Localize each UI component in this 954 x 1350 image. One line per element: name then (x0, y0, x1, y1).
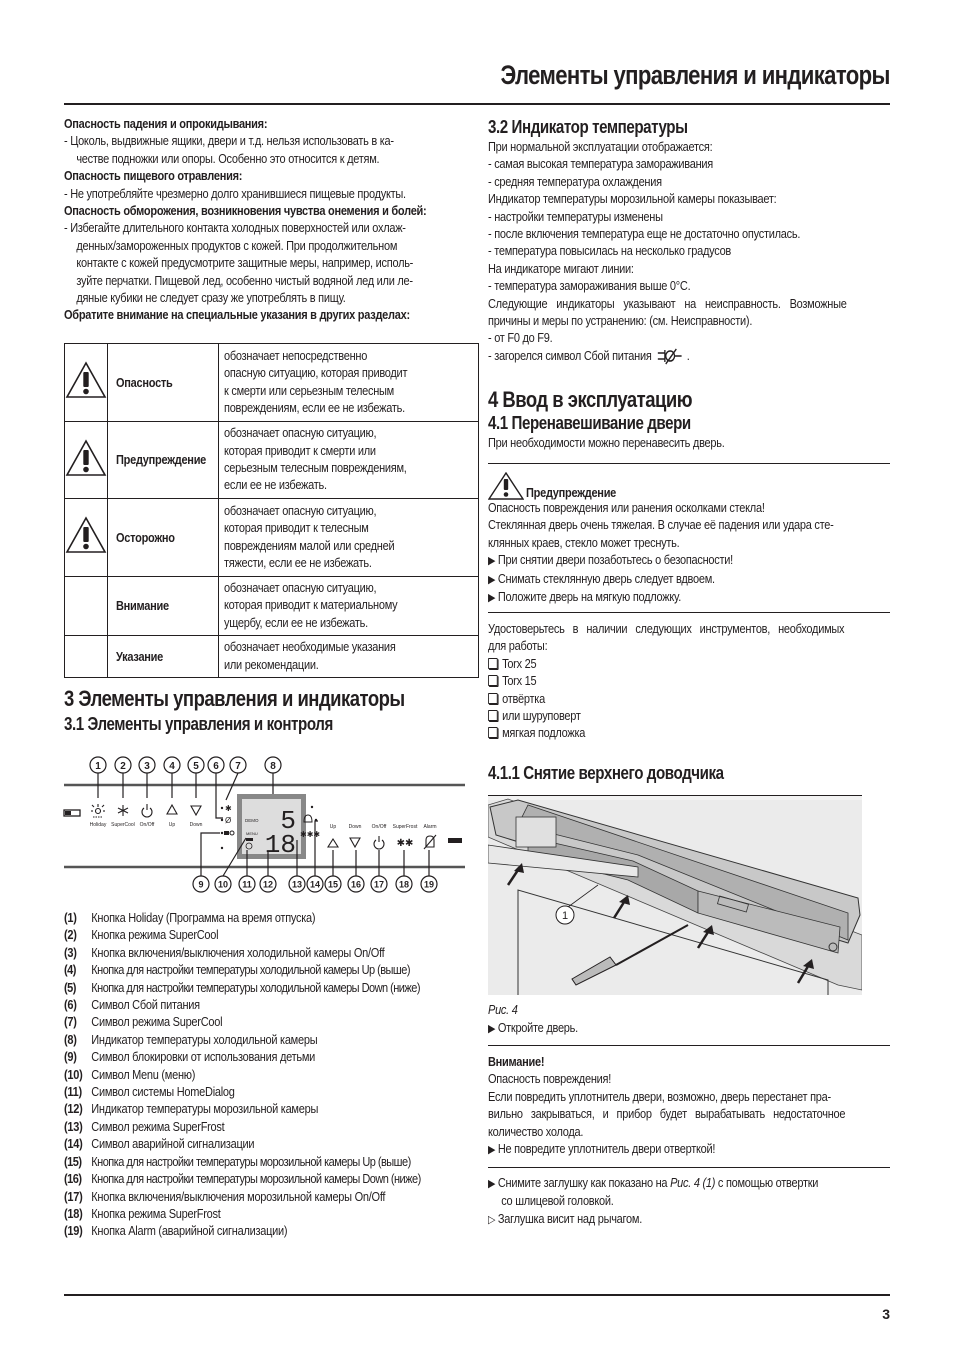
paragraph: При нормальной эксплуатации отображается: (488, 140, 713, 154)
warning-notice (488, 472, 881, 607)
attention-notice (488, 1054, 894, 1159)
warning-triangle-icon (65, 439, 107, 477)
result-arrow-icon: ▷ (488, 1213, 496, 1226)
supercool-icon (118, 805, 128, 816)
svg-text:✱: ✱ (225, 804, 232, 813)
section-3-title: 3 Элементы управления и индикаторы (64, 686, 405, 711)
svg-text:SuperCool: SuperCool (111, 822, 135, 828)
instructions (488, 1175, 863, 1229)
safety-text: денных/замороженных продуктов с кожей. При продолжительном (76, 238, 398, 253)
hazard-label: Предупреждение (116, 453, 207, 467)
power-failure-icon (657, 348, 683, 366)
list-item: - температура повысилась на несколько градусов (488, 244, 732, 259)
safety-heading: Опасность обморожения, возникновения чувства онемения и болей: (64, 204, 427, 219)
section-4-title: 4 Ввод в эксплуатацию (488, 387, 692, 412)
svg-text:Up: Up (329, 824, 337, 830)
checklist-item: или шуруповерт (488, 708, 844, 725)
hazard-desc: ущербу, если ее не избежать. (224, 615, 369, 630)
warning-triangle-icon (65, 361, 107, 399)
legend-item: (8) Индикатор температуры холодильной камеры (64, 1032, 318, 1047)
paragraph: количество холода. (488, 1124, 584, 1139)
safety-notes (64, 116, 476, 325)
control-legend (64, 910, 469, 1241)
safety-heading: Опасность падения и опрокидывания: (64, 117, 268, 131)
divider (488, 612, 890, 613)
freezer-up-icon (328, 839, 338, 847)
checkbox-icon[interactable] (488, 675, 498, 686)
hazard-desc: которая приводит к материальному (224, 598, 398, 613)
svg-text:2: 2 (120, 761, 126, 772)
up-arrow-icon (167, 805, 177, 814)
legend-item: (6) Символ Сбой питания (64, 998, 200, 1013)
control-panel-diagram (60, 752, 470, 897)
door-closer-illustration (488, 795, 862, 995)
legend-item: (15) Кнопка для настройки температуры морозильной камеры Up (выше) (64, 1154, 411, 1169)
bullet-arrow-icon: ▶ (488, 1023, 496, 1035)
step-item: ▶ Снимите заглушку как показано на Рис. 4 (1) с помощью отвертки (488, 1176, 819, 1190)
checklist-item: мягкая подложка (488, 725, 844, 742)
svg-text:SuperFrost: SuperFrost (392, 824, 418, 830)
legend-item: (4) Кнопка для настройки температуры холодильной камеры Up (выше) (64, 963, 410, 978)
paragraph: клянных краев, стекло может треснуть. (488, 535, 680, 550)
paragraph: Опасность повреждения или ранения осколками стекла! (488, 501, 765, 515)
checklist-item: Torx 15 (488, 673, 844, 690)
result-item: ▷ Заглушка висит над рычагом. (488, 1211, 642, 1226)
svg-text:Down: Down (348, 824, 362, 830)
svg-text:MENU: MENU (246, 831, 258, 836)
svg-text:5: 5 (193, 761, 199, 772)
list-item: - температура замораживания выше 0°C. (488, 279, 691, 294)
bullet-arrow-icon: ▶ (488, 555, 496, 568)
svg-text:Ø: Ø (225, 816, 232, 825)
hazard-desc: повреждениям, если ее не избежать. (224, 400, 406, 415)
list-item: - после включения температура еще не достаточно опустилась. (488, 227, 801, 242)
svg-text:9: 9 (198, 879, 204, 890)
hazard-desc: обозначает опасную ситуацию, (224, 503, 377, 518)
temperature-indicator-text (488, 139, 896, 366)
divider (488, 1167, 890, 1168)
page-title: Элементы управления и индикаторы (500, 60, 890, 90)
lock-indicator (448, 838, 462, 843)
list-item: - самая высокая температура замораживания (488, 157, 713, 172)
hazard-levels-table (64, 343, 479, 678)
attention-title: Внимание! (488, 1055, 545, 1069)
legend-item: (17) Кнопка включения/выключения морозильной камеры On/Off (64, 1189, 386, 1204)
holiday-icon (91, 804, 105, 817)
paragraph: вильно закрываться, и прибор будет вырабатывать недостаточное (488, 1107, 846, 1122)
step-item-continuation: со шлицевой головкой. (501, 1194, 614, 1209)
safety-text: честве подножки или опоры. Особенно это относится к детям. (76, 151, 380, 166)
hazard-desc: обозначает опасную ситуацию, (224, 426, 377, 441)
svg-text:15: 15 (327, 879, 339, 890)
paragraph: Опасность повреждения! (488, 1072, 612, 1087)
footer-rule (64, 1294, 890, 1296)
paragraph: для работы: (488, 639, 548, 654)
safety-text: зуйте перчатки. Пищевой лед, особенно чистый водяной лед или ле- (76, 273, 413, 288)
hazard-desc: повреждениям малой или средней (224, 538, 395, 553)
svg-text:✱✱✱: ✱✱✱ (300, 830, 321, 839)
safety-text: - Не употребляйте чрезмерно долго хранившиеся пищевые продукты. (64, 186, 406, 201)
svg-text:7: 7 (235, 761, 241, 772)
hazard-desc: обозначает опасную ситуацию, (224, 581, 377, 595)
checklist-item: отвёртка (488, 691, 844, 708)
checkbox-icon[interactable] (488, 658, 498, 669)
svg-text:On/Off: On/Off (371, 824, 387, 830)
table-row (65, 499, 479, 577)
legend-item: (1) Кнопка Holiday (Программа на время отпуска) (64, 911, 316, 925)
svg-text:On/Off: On/Off (139, 822, 155, 828)
hazard-label: Указание (116, 649, 164, 664)
svg-text:14: 14 (309, 879, 321, 890)
svg-text:13: 13 (291, 879, 303, 890)
safety-text: - Цоколь, выдвижные ящики, двери и т.д. нельзя использовать в ка- (64, 134, 394, 149)
section-4-1-1-title: 4.1.1 Снятие верхнего доводчика (488, 763, 724, 783)
list-item: ▶ Снимать стеклянную дверь следует вдвоем. (488, 571, 715, 586)
svg-text:10: 10 (217, 879, 229, 890)
alarm-off-icon (424, 835, 436, 849)
freezer-temp-display: 18 (264, 830, 296, 860)
down-arrow-icon (191, 806, 201, 815)
svg-text:Down: Down (189, 822, 203, 828)
legend-item: (7) Символ режима SuperCool (64, 1015, 223, 1030)
safety-text: дяные кубики не следует сразу же употреблять в пищу. (76, 291, 346, 306)
warning-triangle-icon (65, 516, 107, 554)
bullet-arrow-icon: ▶ (488, 1144, 496, 1157)
svg-text:8: 8 (270, 761, 276, 772)
hazard-desc: если ее не избежать. (224, 478, 328, 493)
hazard-desc: которая приводит к смерти или (224, 443, 377, 458)
warning-triangle-icon (488, 472, 524, 500)
figure-caption: Рис. 4 (488, 1003, 518, 1017)
list-item: ▶ Не повредите уплотнитель двери отверткой! (488, 1142, 716, 1157)
hazard-label: Внимание (116, 599, 169, 614)
svg-text:11: 11 (242, 879, 252, 890)
table-row (65, 344, 479, 422)
svg-text:12: 12 (262, 879, 274, 890)
paragraph: Индикатор температуры морозильной камеры показывает: (488, 192, 777, 207)
paragraph: При необходимости можно перенавесить дверь. (488, 436, 725, 450)
svg-text:Alarm: Alarm (423, 824, 437, 830)
safety-text: - Избегайте длительного контакта холодных поверхностей или охлаж- (64, 221, 406, 236)
legend-item: (2) Кнопка режима SuperCool (64, 928, 219, 943)
svg-text:17: 17 (373, 879, 385, 890)
step-item: ▶ Откройте дверь. (488, 1021, 578, 1035)
paragraph: Удостоверьтесь в наличии следующих инструментов, необходимых (488, 622, 845, 636)
divider (488, 463, 890, 464)
hazard-desc: опасную ситуацию, которая приводит (224, 366, 408, 381)
freezer-down-icon (350, 838, 360, 847)
list-item: - средняя температура охлаждения (488, 174, 662, 189)
legend-item: (11) Символ системы HomeDialog (64, 1085, 235, 1100)
paragraph: Стеклянная дверь очень тяжелая. В случае её падения или удара сте- (488, 518, 834, 533)
section-3-2-title: 3.2 Индикатор температуры (488, 117, 688, 137)
svg-text:19: 19 (423, 879, 435, 890)
bullet-arrow-icon: ▶ (488, 573, 496, 586)
checkbox-icon[interactable] (488, 727, 498, 738)
hazard-desc: или рекомендации. (224, 657, 319, 672)
safety-text: контакте с кожей предусмотрите защитные меры, например, исполь- (76, 256, 414, 271)
checklist-item: Torx 25 (488, 656, 844, 673)
legend-item: (9) Символ блокировки от использования детьми (64, 1050, 316, 1065)
table-row (65, 636, 479, 678)
legend-item: (5) Кнопка для настройки температуры холодильной камеры Down (ниже) (64, 980, 420, 995)
checkbox-icon[interactable] (488, 710, 498, 721)
hazard-desc: серьезным телесным повреждениям, (224, 461, 407, 475)
callout-1: 1 (95, 761, 101, 772)
hazard-desc: к смерти или серьезным телесным (224, 383, 395, 398)
bullet-arrow-icon: ▶ (488, 1178, 496, 1190)
svg-text:6: 6 (213, 761, 219, 772)
svg-text:3: 3 (144, 761, 150, 772)
table-icon-cell (65, 344, 108, 422)
svg-text:18: 18 (398, 879, 410, 890)
safety-heading: Опасность пищевого отравления: (64, 169, 243, 184)
list-item: ▶ Положите дверь на мягкую подложку. (488, 590, 681, 605)
hazard-desc: обозначает необходимые указания (224, 640, 396, 655)
fridge-temp-display: 5 (280, 806, 296, 836)
legend-item: (19) Кнопка Alarm (аварийной сигнализации) (64, 1224, 288, 1239)
legend-item: (16) Кнопка для настройки температуры морозильной камеры Down (ниже) (64, 1172, 421, 1187)
superfrost-icon: ✱✱ (396, 838, 414, 849)
tools-list (488, 621, 893, 743)
freezer-power-icon (374, 836, 384, 849)
paragraph: На индикаторе мигают линии: (488, 261, 634, 276)
hazard-desc: которая приводит к телесным (224, 521, 369, 536)
warning-title: Предупреждение (526, 485, 617, 500)
hazard-desc: тяжести, если ее не избежать. (224, 555, 373, 570)
hazard-label: Осторожно (116, 530, 175, 545)
figure-reference-link[interactable]: Рис. 4 (1) (670, 1176, 716, 1190)
list-item: - настройки температуры изменены (488, 209, 663, 224)
power-icon (142, 804, 152, 817)
svg-text:DEMO: DEMO (245, 818, 259, 823)
legend-item: (10) Символ Menu (меню) (64, 1067, 196, 1082)
table-row (65, 577, 479, 636)
paragraph: Если повредить уплотнитель двери, возможно, дверь перестанет пра- (488, 1089, 831, 1104)
section-3-1-title: 3.1 Элементы управления и контроля (64, 714, 333, 734)
list-item: - загорелся символ Сбой питания . (488, 348, 847, 366)
paragraph: Следующие индикаторы указывают на неисправность. Возможные (488, 296, 847, 311)
svg-text:16: 16 (350, 879, 362, 890)
legend-item: (3) Кнопка включения/выключения холодильной камеры On/Off (64, 945, 385, 960)
legend-item: (13) Символ режима SuperFrost (64, 1119, 225, 1134)
table-row (65, 422, 479, 499)
checkbox-icon[interactable] (488, 693, 498, 704)
hazard-label: Опасность (116, 375, 173, 390)
list-item: - от F0 до F9. (488, 331, 553, 346)
paragraph: причины и меры по устранению: (см. Неисправности). (488, 314, 753, 329)
svg-text:Up: Up (168, 822, 176, 828)
svg-text:Holiday: Holiday (89, 822, 107, 828)
safety-heading: Обратите внимание на специальные указания в других разделах: (64, 308, 410, 323)
hazard-desc: обозначает непосредственно (224, 348, 368, 363)
legend-item: (14) Символ аварийной сигнализации (64, 1137, 255, 1152)
legend-item: (12) Индикатор температуры морозильной камеры (64, 1102, 319, 1117)
divider (488, 1045, 890, 1046)
page-number: 3 (882, 1306, 890, 1322)
list-item: ▶ При снятии двери позаботьтесь о безопасности! (488, 553, 733, 568)
svg-text:4: 4 (169, 761, 175, 772)
legend-item: (18) Кнопка режима SuperFrost (64, 1206, 221, 1221)
bullet-arrow-icon: ▶ (488, 592, 496, 605)
header-rule (64, 103, 890, 105)
section-4-1-title: 4.1 Перенавешивание двери (488, 413, 691, 433)
figure-callout: 1 (561, 910, 569, 922)
